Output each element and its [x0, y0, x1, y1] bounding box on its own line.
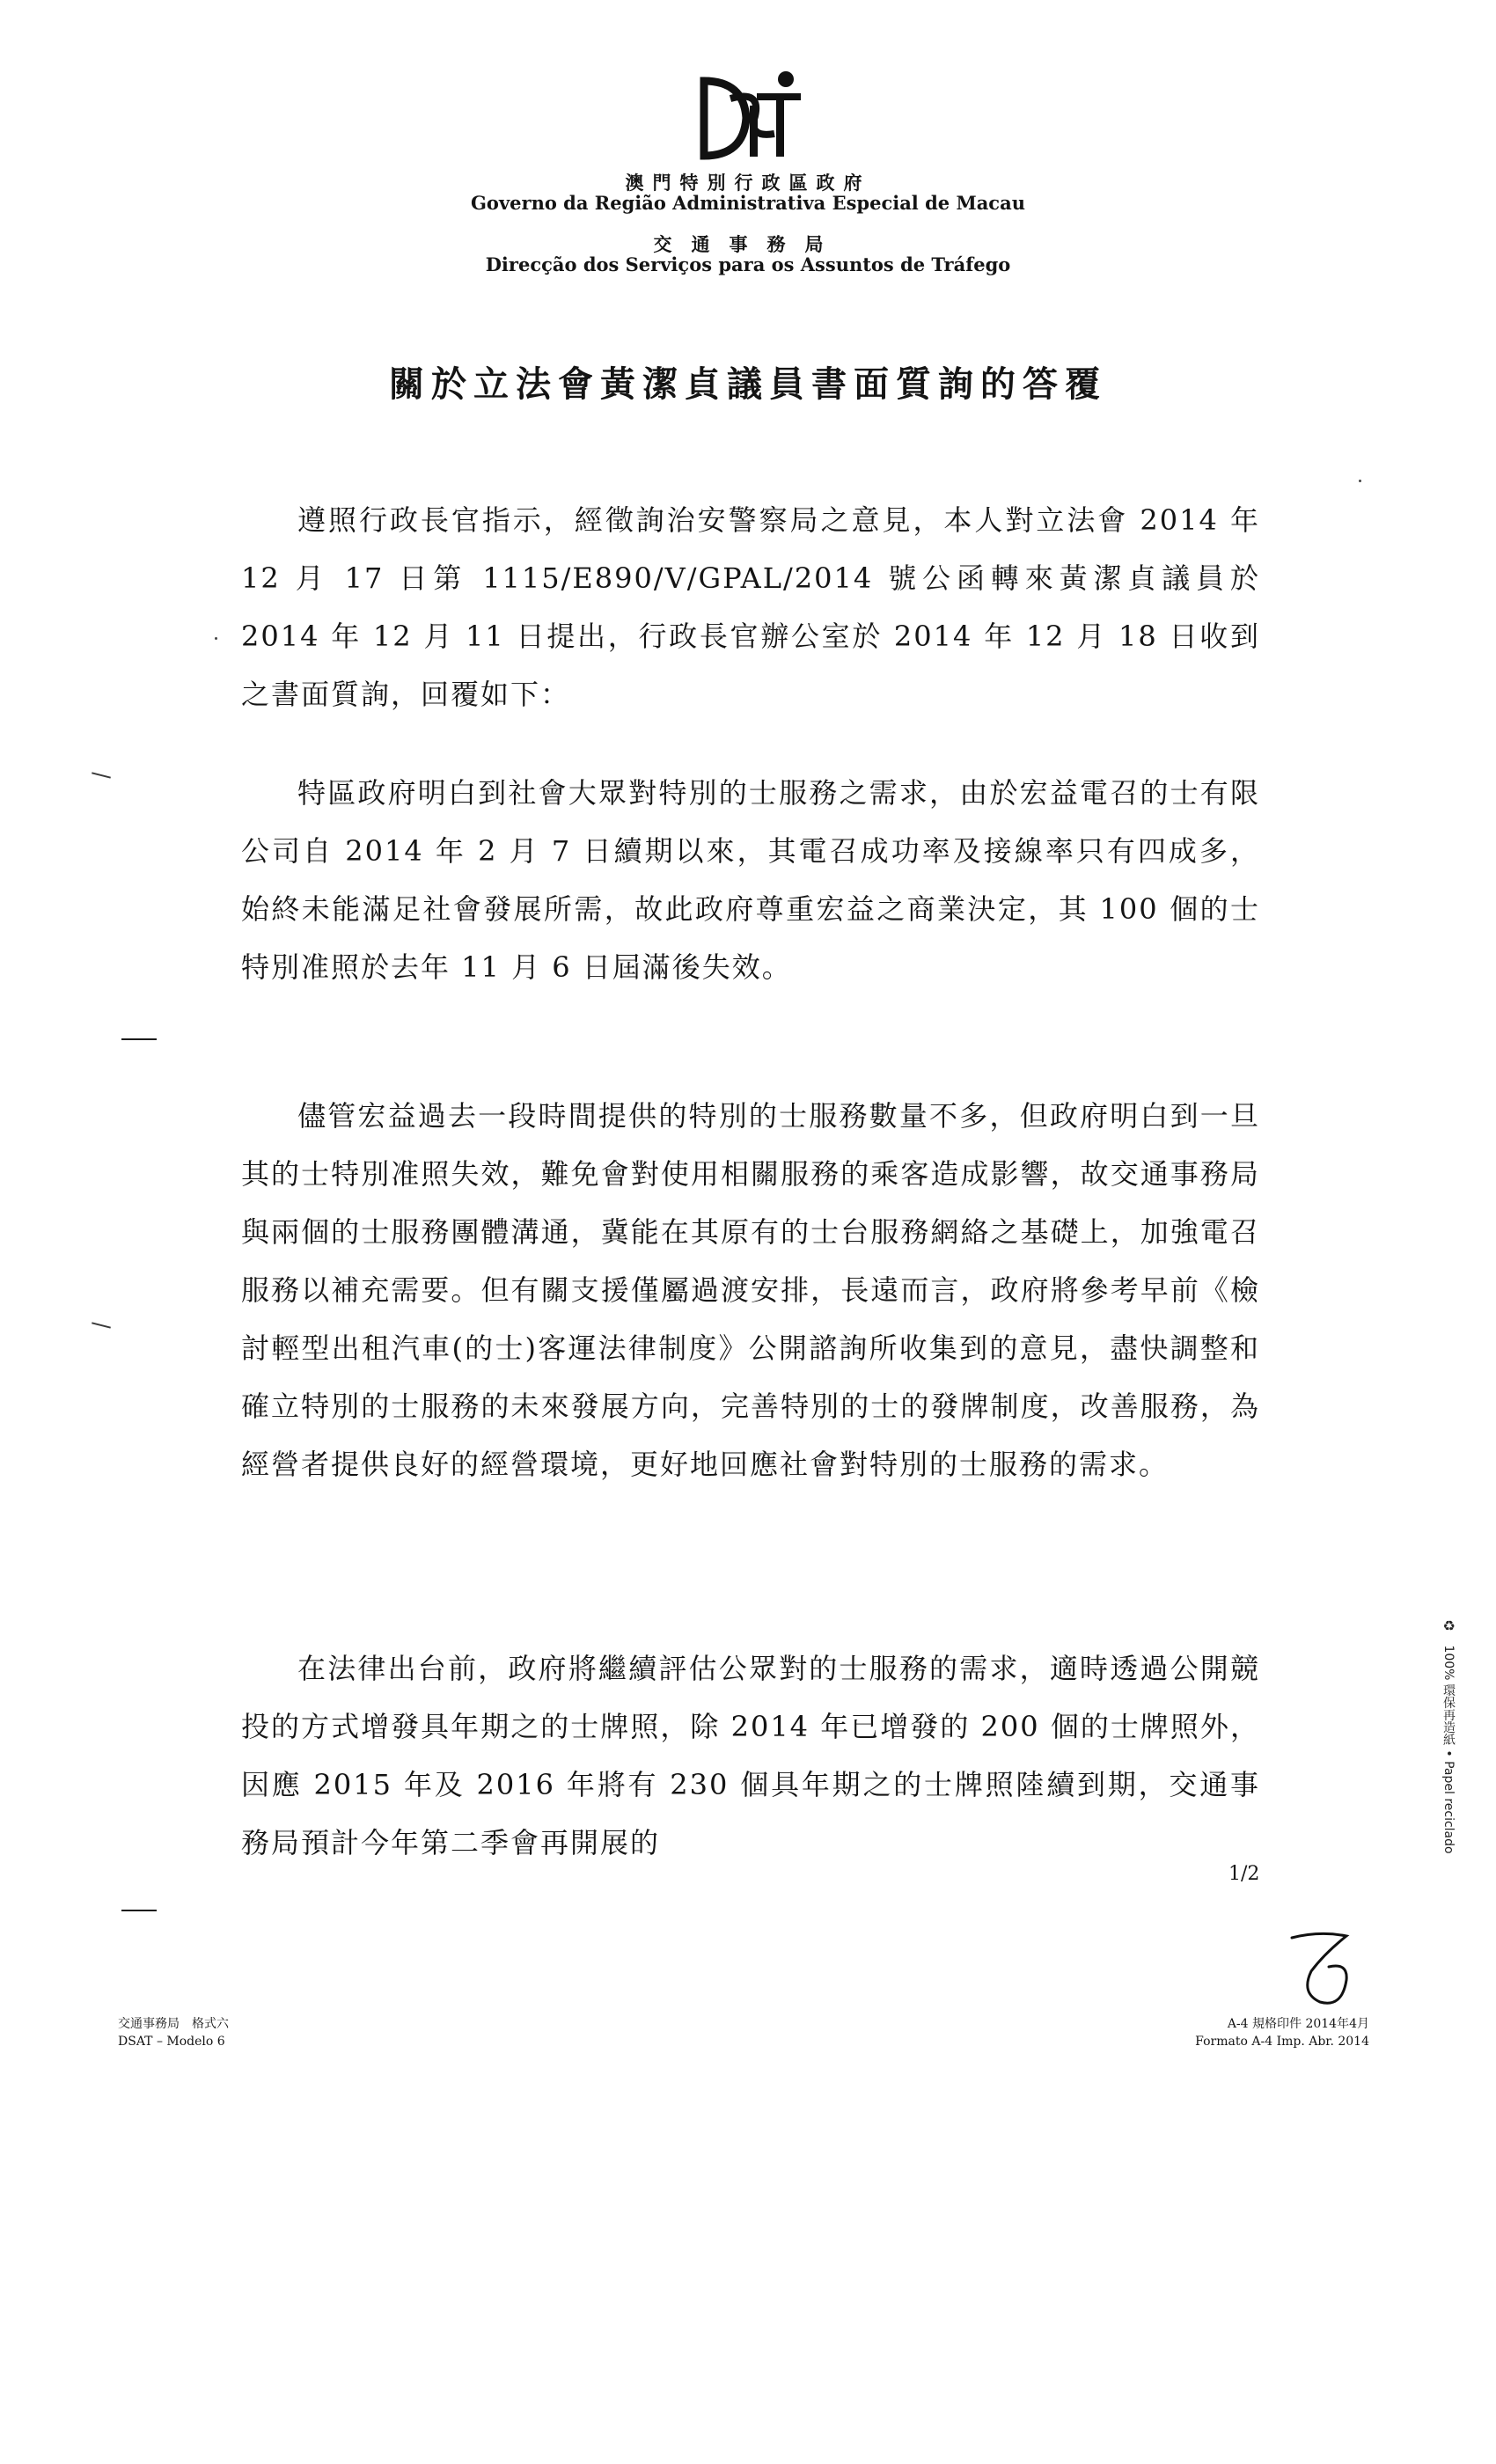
footer-form-id — [118, 2015, 229, 2050]
margin-tick — [92, 1322, 111, 1328]
footer-paper-format — [1195, 2015, 1369, 2050]
margin-mark — [121, 1038, 157, 1040]
footer-form-pt: DSAT – Modelo 6 — [118, 2035, 225, 2049]
document-title: 關於立法會黃潔貞議員書面質詢的答覆 — [389, 363, 1107, 405]
paragraph-future: 在法律出台前，政府將繼續評估公眾對的士服務的需求，適時透過公開競投的方式增發具年期之的士牌照，除 2014 年已增發的 200 個的士牌照外，因應 2015 年及 2016 年將有 230 個具年期之的士牌照陸續到期，交通事務局預計今年第二季會再開展的 — [241, 1652, 1260, 1859]
page-number: 1/2 — [1228, 1863, 1260, 1885]
letterhead-department-zh: 交通事務局 — [653, 233, 843, 255]
footer-format-zh: A-4 規格印件 2014年4月 — [1227, 2017, 1369, 2031]
scan-speck — [215, 637, 217, 640]
dsat-logo-icon — [695, 63, 810, 169]
paragraph-intro: 遵照行政長官指示，經徵詢治安警察局之意見，本人對立法會 2014 年 12 月 17 日第 1115/E890/V/GPAL/2014 號公函轉來黃潔貞議員於 2014 年 12 月 11 日提出，行政長官辦公室於 2014 年 12 月 18 日收到之書面質詢，回覆如下： — [241, 503, 1260, 711]
letterhead-department-pt: Direcção dos Serviços para os Assuntos de Tráfego — [485, 253, 1011, 275]
margin-mark — [121, 1910, 157, 1911]
handwritten-signature — [1285, 1927, 1364, 2015]
recycle-icon: ♻ — [1441, 1617, 1457, 1634]
letterhead-government-zh: 澳門特別行政區政府 — [625, 172, 871, 194]
footer-format-pt: Formato A-4 Imp. Abr. 2014 — [1195, 2035, 1369, 2049]
paragraph-background: 特區政府明白到社會大眾對特別的士服務之需求，由於宏益電召的士有限公司自 2014 年 2 月 7 日續期以來，其電召成功率及接線率只有四成多，始終未能滿足社會發展所需，故此政府尊重宏益之商業決定，其 100 個的士特別准照於去年 11 月 6 日屆滿後失效。 — [241, 776, 1260, 984]
letterhead-government-pt: Governo da Região Administrativa Especial de Macau — [471, 192, 1025, 214]
footer-form-zh: 交通事務局 格式六 — [118, 2017, 229, 2031]
paragraph-transition: 儘管宏益過去一段時間提供的特別的士服務數量不多，但政府明白到一旦其的士特別准照失效，難免會對使用相關服務的乘客造成影響，故交通事務局與兩個的士服務團體溝通，冀能在其原有的士台服務網絡之基礎上，加強電召服務以補充需要。但有關支援僅屬過渡安排，長遠而言，政府將參考早前《檢討輕型出租汽車(的士)客運法律制度》公開諮詢所收集到的意見，盡快調整和確立特別的士服務的未來發展方向，完善特別的士的發牌制度，改善服務，為經營者提供良好的經營環境，更好地回應社會對特別的士服務的需求。 — [241, 1099, 1260, 1481]
recycled-paper-text: 100% 環保再造紙 • Papel reciclado — [1441, 1645, 1456, 1854]
recycled-paper-note — [1440, 1617, 1457, 1854]
scan-speck — [1359, 480, 1361, 482]
margin-tick — [92, 772, 111, 778]
